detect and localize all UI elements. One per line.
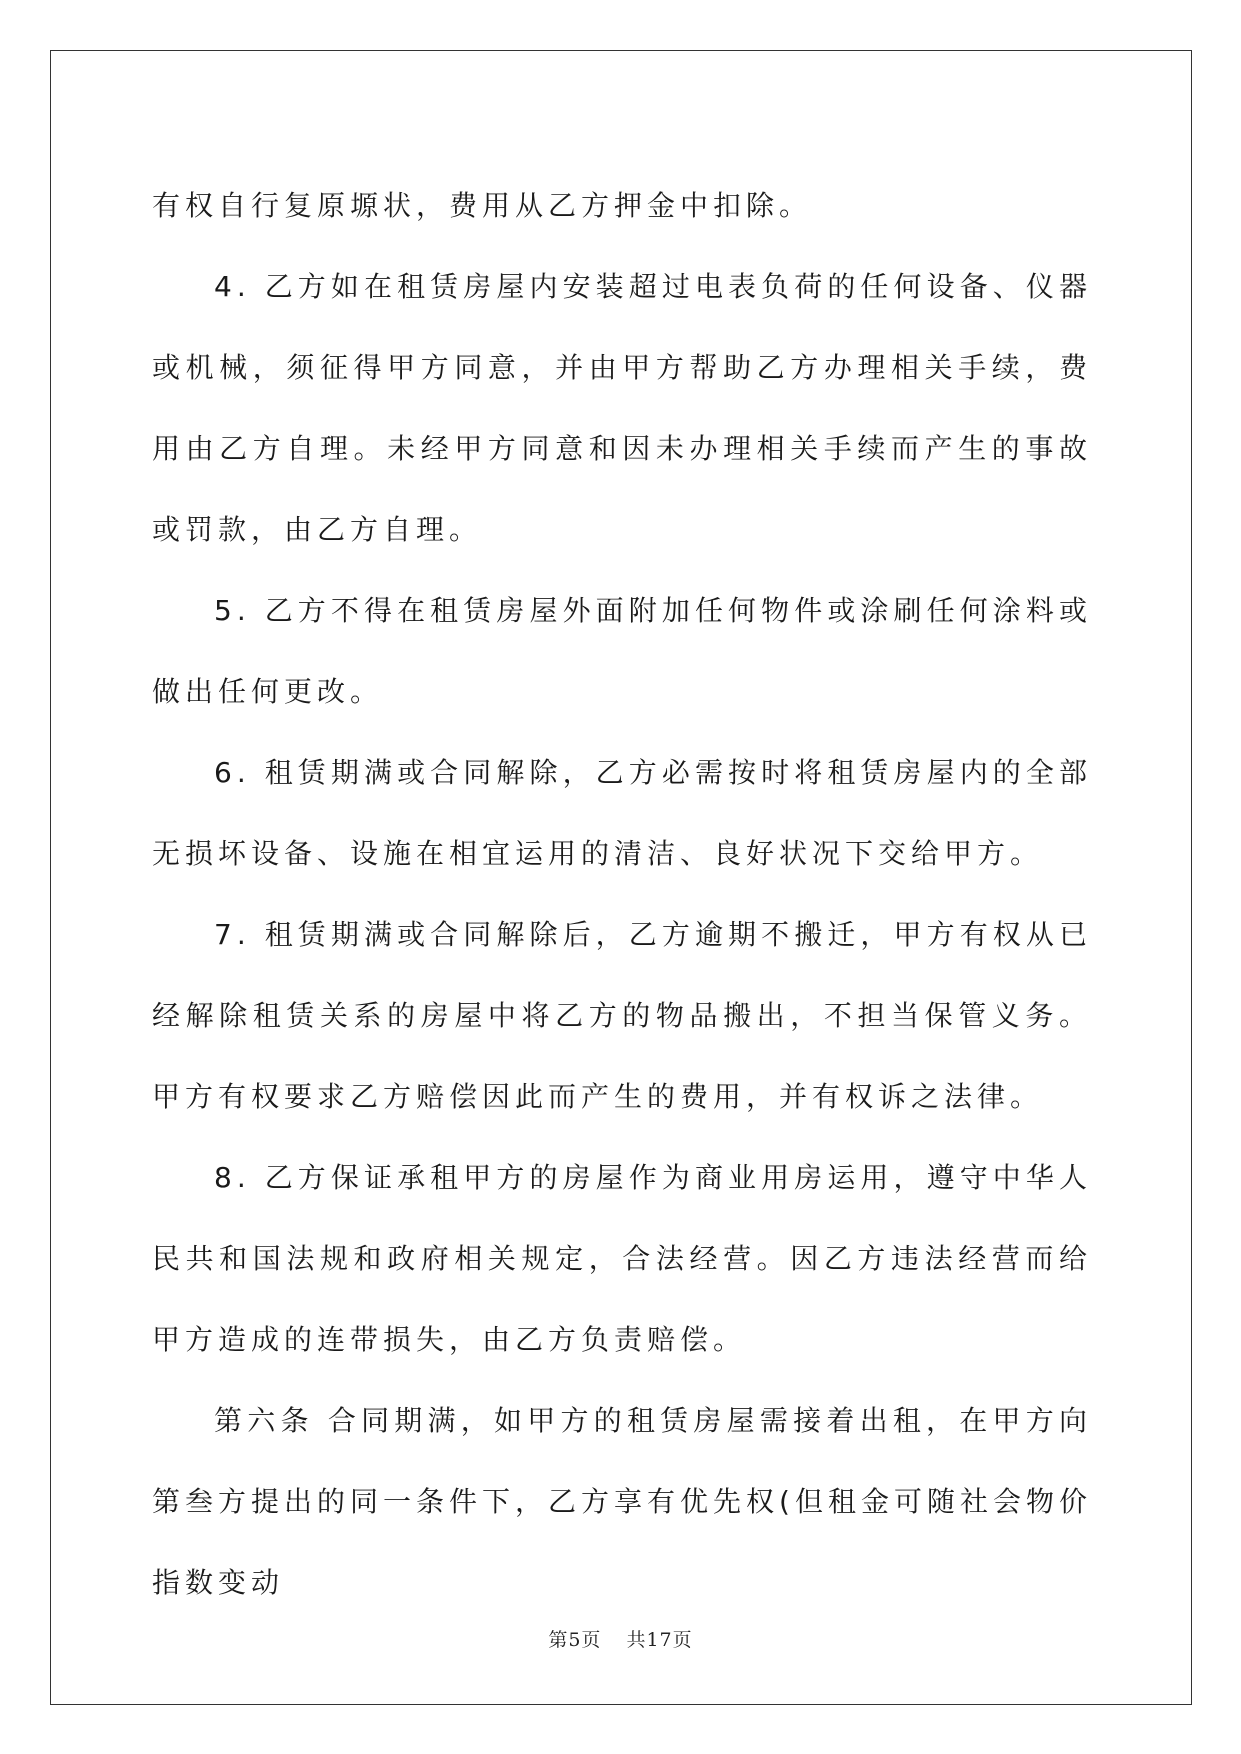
paragraph-clause-5: 5. 乙方不得在租赁房屋外面附加任何物件或涂刷任何涂料或做出任何更改。 — [152, 594, 1092, 708]
paragraph-continuation: 有权自行复原塬状，费用从乙方押金中扣除。 — [152, 189, 813, 222]
paragraph-article-6: 第六条 合同期满，如甲方的租赁房屋需接着出租，在甲方向第叁方提出的同一条件下，乙方享有优先权(但租金可随社会物价指数变动 — [152, 1404, 1092, 1599]
page-number: 第5页 — [548, 1629, 602, 1651]
paragraph-clause-4: 4. 乙方如在租赁房屋内安装超过电表负荷的任何设备、仪器或机械，须征得甲方同意，并由甲方帮助乙方办理相关手续，费用由乙方自理。未经甲方同意和因未办理相关手续而产生的事故或罚款，由乙方自理。 — [152, 270, 1092, 546]
paragraph-clause-8: 8. 乙方保证承租甲方的房屋作为商业用房运用，遵守中华人民共和国法规和政府相关规定，合法经营。因乙方违法经营而给甲方造成的连带损失，由乙方负责赔偿。 — [152, 1161, 1092, 1356]
paragraph-clause-6: 6. 租赁期满或合同解除，乙方必需按时将租赁房屋内的全部无损坏设备、设施在相宜运用的清洁、良好状况下交给甲方。 — [152, 756, 1092, 870]
paragraph-clause-7: 7. 租赁期满或合同解除后，乙方逾期不搬迁，甲方有权从已经解除租赁关系的房屋中将乙方的物品搬出，不担当保管义务。甲方有权要求乙方赔偿因此而产生的费用，并有权诉之法律。 — [152, 918, 1092, 1113]
document-body — [152, 165, 1092, 1623]
page-total: 共17页 — [626, 1629, 693, 1651]
page-footer — [0, 1625, 1241, 1652]
